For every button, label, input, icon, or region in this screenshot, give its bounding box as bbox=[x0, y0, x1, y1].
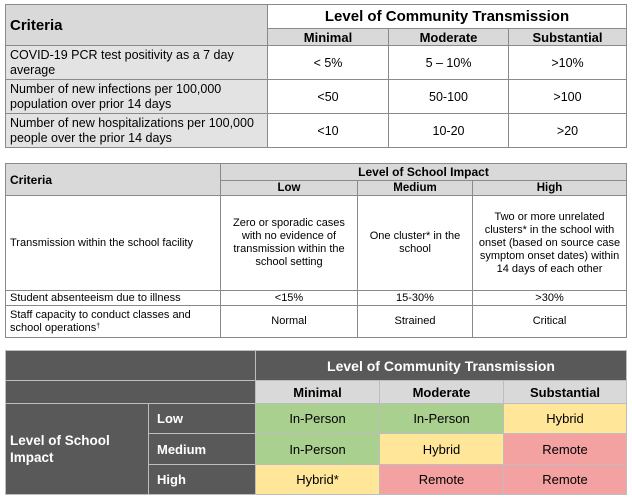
learning-mode-matrix bbox=[5, 350, 627, 495]
school-impact-criteria-table bbox=[5, 163, 627, 338]
mode-cell: In-Person bbox=[256, 434, 380, 465]
column-header-minimal: Minimal bbox=[256, 381, 380, 404]
row-label: Student absenteeism due to illness bbox=[6, 291, 221, 306]
row-label-high: High bbox=[149, 465, 256, 495]
mode-cell: Hybrid bbox=[504, 404, 627, 434]
column-header-substantial: Substantial bbox=[504, 381, 627, 404]
table-cell: Strained bbox=[358, 306, 473, 338]
table-cell: Critical bbox=[473, 306, 627, 338]
table-cell: Normal bbox=[221, 306, 358, 338]
row-label-text: Staff capacity to conduct classes and school operations bbox=[10, 308, 191, 334]
table-cell: >20 bbox=[509, 114, 627, 148]
table-row bbox=[6, 291, 627, 306]
community-transmission-criteria-table bbox=[5, 4, 627, 148]
table-cell: 15-30% bbox=[358, 291, 473, 306]
table-cell: >100 bbox=[509, 80, 627, 114]
row-label: COVID-19 PCR test positivity as a 7 day average bbox=[6, 46, 268, 80]
column-header-substantial: Substantial bbox=[509, 29, 627, 46]
table-cell: <10 bbox=[268, 114, 389, 148]
table-cell: >10% bbox=[509, 46, 627, 80]
table-cell: <50 bbox=[268, 80, 389, 114]
mode-cell: Hybrid bbox=[380, 434, 504, 465]
table-cell: < 5% bbox=[268, 46, 389, 80]
row-label-low: Low bbox=[149, 404, 256, 434]
mode-cell: In-Person bbox=[256, 404, 380, 434]
criteria-header: Criteria bbox=[6, 5, 268, 46]
table-cell: Two or more unrelated clusters* in the school with onset (based on source case symptom onset dates) within 14 days of each other bbox=[473, 196, 627, 291]
column-header-high: High bbox=[473, 181, 627, 196]
table-cell: >30% bbox=[473, 291, 627, 306]
dagger-mark: † bbox=[96, 322, 101, 330]
row-label bbox=[6, 306, 221, 338]
row-label-medium: Medium bbox=[149, 434, 256, 465]
community-transmission-title: Level of Community Transmission bbox=[256, 351, 627, 381]
table-cell: <15% bbox=[221, 291, 358, 306]
community-transmission-title: Level of Community Transmission bbox=[268, 5, 627, 29]
matrix-corner-lower bbox=[6, 381, 256, 404]
table-cell: Zero or sporadic cases with no evidence of transmission within the school setting bbox=[221, 196, 358, 291]
table-row bbox=[6, 306, 627, 338]
school-impact-row-header: Level of School Impact bbox=[6, 404, 149, 495]
row-label: Transmission within the school facility bbox=[6, 196, 221, 291]
column-header-low: Low bbox=[221, 181, 358, 196]
mode-cell: Remote bbox=[380, 465, 504, 495]
table-cell: One cluster* in the school bbox=[358, 196, 473, 291]
matrix-corner bbox=[6, 351, 256, 381]
row-label: Number of new hospitalizations per 100,000 people over the prior 14 days bbox=[6, 114, 268, 148]
mode-cell: Remote bbox=[504, 465, 627, 495]
criteria-header: Criteria bbox=[6, 164, 221, 196]
school-impact-title: Level of School Impact bbox=[221, 164, 627, 181]
table-row bbox=[6, 196, 627, 291]
row-label: Number of new infections per 100,000 population over prior 14 days bbox=[6, 80, 268, 114]
table-cell: 5 – 10% bbox=[389, 46, 509, 80]
table-row bbox=[6, 46, 627, 80]
mode-cell: Remote bbox=[504, 434, 627, 465]
column-header-minimal: Minimal bbox=[268, 29, 389, 46]
table-cell: 10-20 bbox=[389, 114, 509, 148]
column-header-medium: Medium bbox=[358, 181, 473, 196]
mode-cell: In-Person bbox=[380, 404, 504, 434]
table-row bbox=[6, 80, 627, 114]
table-row bbox=[6, 114, 627, 148]
table-cell: 50-100 bbox=[389, 80, 509, 114]
column-header-moderate: Moderate bbox=[389, 29, 509, 46]
table-row bbox=[6, 404, 627, 434]
column-header-moderate: Moderate bbox=[380, 381, 504, 404]
mode-cell: Hybrid* bbox=[256, 465, 380, 495]
